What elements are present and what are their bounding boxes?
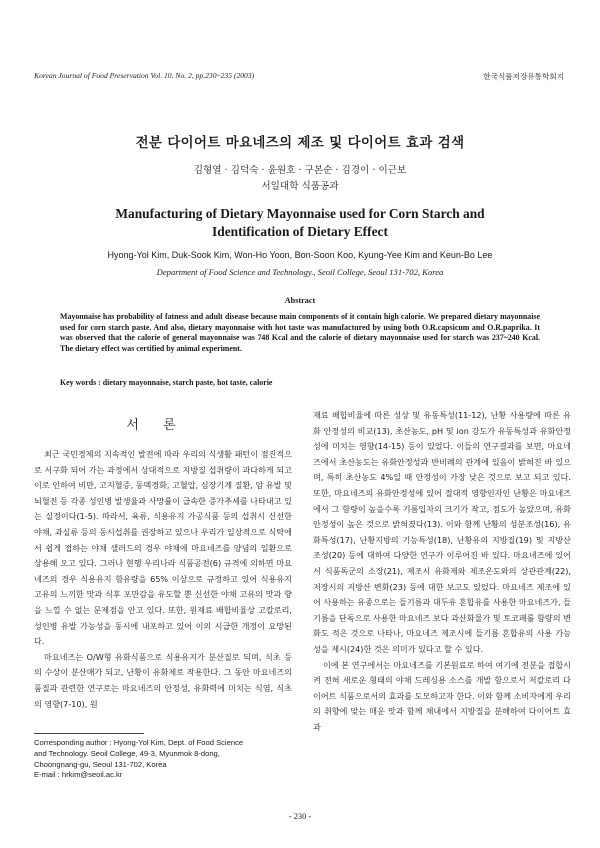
affiliation-english: Department of Food Science and Technology., Seoil College, Seoul 131-702, Korea (156, 267, 444, 277)
abstract-body: Mayonnaise has probability of fatness and adult disease because main components of it contain high calorie. We prepared dietary mayonnaise used for corn starch paste. And also, dietary mayonnaise with hot taste was manufactured by using both O.R.capsicum and O.R.paprika. It was observed that the calorie of general mayonnaise was 748 Kcal and the calorie of dietary mayonnaise used for starch was 237~240 Kcal. The dietary effect was certified by animal experiment. (60, 312, 540, 353)
keywords: Key words : dietary mayonnaise, starch paste, hot taste, calorie (60, 378, 273, 387)
correspondence-email: E-mail : hrkim@seoil.ac.kr (34, 770, 123, 780)
left-column (34, 447, 292, 727)
paragraph: 재료 배합비율에 따른 성상 및 유동특성(11-12), 난황 사용량에 따른 유화 안정성의 비교(13), 초산농도, pH 및 ion 강도가 유동특성과 유화안정성에 미치는 영향(14-15) 등이 있었다. 이들의 연구결과를 보면, 마요네즈에서 초산농도는 유화안정성과 반비례의 관계에 있음이 밝혀진 바 있으며, 특히 초산농도 4%일 때 안정성이 가장 낮은 것으로 보고 되고 있다. 또한, 마요네즈의 유화안정성에 있어 절대적 영향인자인 난황은 마요네즈에서 그 함량이 높을수록 기름입자의 크기가 작고, 점도가 높았으며, 유화안정성이 높은 것으로 밝혀졌다(13). 이와 함께 난황의 성분조성(16), 유화특성(17), 난황지방의 기능특성(18), 난황유의 지방질(19) 및 지방산 조성(20) 등에 대하여 다양한 연구가 이루어진 바 있다. 마요네즈에 있어서 식품독군의 소장(21), 제조시 유화제와 제조온도와의 상관관계(22), 저장시의 지방산 변화(23) 등에 대한 보고도 있었다. 마요네즈 제조에 있어 사용하는 유종으로는 들기름과 대두유 혼합유를 사용한 마요네즈가, 들기름을 단독으로 사용한 마요네즈 보다 과산화물가 및 토코페롤 함량의 변화도 적은 것으로 나타나, 마요네즈 제조시에 들기름 혼합유의 사용 가능성을 제시(24)한 것은 의미가 있다고 할 수 있다. (313, 410, 571, 654)
authors-korean: 김형열 · 김덕숙 · 윤원호 · 구본순 · 김경이 · 이근보 (193, 165, 407, 176)
correspondence-line: Choongnang-gu, Seoul 131-702, Korea (34, 759, 167, 769)
journal-header: Korean Journal of Food Preservation Vol. 10. No. 2, pp.230~235 (2003) (34, 71, 255, 80)
title-english-line2: Identification of Dietary Effect (212, 224, 388, 239)
title-english (0, 205, 600, 241)
paragraph: 최근 국민경제의 지속적인 발전에 따라 우리의 식생활 패턴이 점진적으로 서구화 되어 가는 과정에서 상대적으로 지방질 섭취량이 과다하게 되고 이로 인하여 비만, 고지혈증, 동맥경화, 고혈압, 심장기계 질환, 암 유발 및 뇌혈전 등 각종 성인병 발생율과 사망률이 급속한 증가추세를 나타내고 있는 실정이다(1-5). 따라서, 육류, 식용유지 가공식품 등의 섭취시 신선한 야채, 과실류 등의 동시섭취를 권장하고 있으나 우리가 일상적으로 식탁에서 쉽게 접하는 야채 샐러드의 경우 야채에 마요네즈를 양념의 일환으로 상용해 오고 있다. 그러나 현행 우리나라 식품공전(6) 규격에 의하면 마요네즈의 경우 식용유지 함유량을 65% 이상으로 규정하고 있어 식용유지 고유의 느끼한 맛과 식후 포만감을 유도할 뿐 신선한 야채 고유의 맛과 향을 느낄 수 없는 문제점을 안고 있다. 또한, 원재료 배합비율상 고칼로리, 성인병 유발 가능성을 동시에 내포하고 있어 이의 시급한 개정이 요망된다. (34, 449, 292, 647)
correspondence-footnote (34, 738, 292, 781)
correspondence-line: Corresponding author : Hyong-Yol Kim, Dept. of Food Science (34, 738, 244, 747)
society-header: 한국식품저장유통학회지 (483, 72, 564, 81)
page-number: - 230 - (288, 812, 312, 821)
footnote-divider (34, 733, 144, 734)
title-english-line1: Manufacturing of Dietary Mayonnaise used for Corn Starch and (115, 206, 485, 221)
title-korean: 전분 다이어트 마요네즈의 제조 및 다이어트 효과 검색 (135, 136, 465, 151)
authors-english: Hyong-Yol Kim, Duk-Sook Kim, Won-Ho Yoon, Bon-Soon Koo, Kyung-Yee Kim and Keun-Bo Lee (107, 250, 493, 260)
paragraph: 마요네즈는 O/W형 유화식품으로 식용유지가 분산질로 되며, 식초 등의 수상이 분산매가 되고, 난황이 유화제로 작용한다. 그 동안 마요네즈의 품질과 관련한 연구로는 마요네즈의 안정성, 유화력에 미치는 식염, 식초의 영향(7-10), 원 (34, 651, 292, 709)
section-heading-introduction: 서 론 (126, 418, 186, 433)
affiliation-korean: 서일대학 식품공과 (261, 181, 339, 192)
correspondence-line: and Technology. Seoil College, 49-3, Myunmok 8-dong, (34, 748, 220, 758)
paragraph: 이에 본 연구에서는 마요네즈를 기본원료로 하여 여기에 전분을 접합시켜 전혀 새로운 형태의 야채 드레싱용 소스를 개발 함으로서 저칼로리 다이어트 식품으로서의 효과를 도모하고자 한다. 이와 함께 소비자에게 우리의 취향에 맞는 매운 맛과 함께 체내에서 지방질을 분해하여 다이어트 효과 (313, 659, 571, 732)
abstract-heading: Abstract (284, 296, 316, 305)
right-column (313, 408, 571, 808)
